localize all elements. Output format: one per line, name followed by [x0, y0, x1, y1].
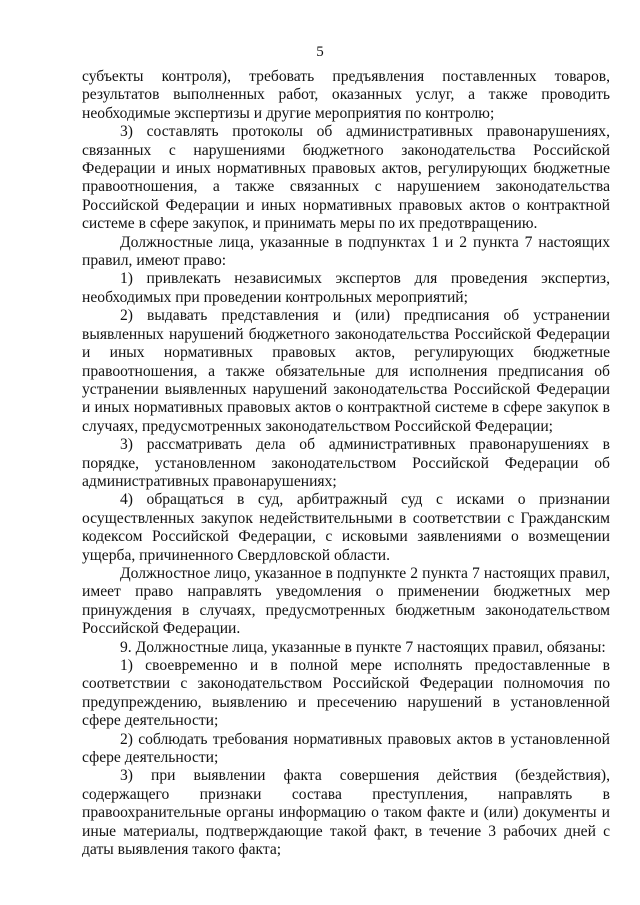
paragraph: Должностное лицо, указанное в подпункте 2 пункта 7 настоящих правил, имеет право направлять уведомления о применении бюджетных мер принуждения в случаях, предусмотренных бюджетным законодательством Российской Федерации.	[82, 564, 610, 638]
paragraph: 2) соблюдать требования нормативных правовых актов в установленной сфере деятельности;	[82, 730, 610, 767]
paragraph: 3) составлять протоколы об административных правонарушениях, связанных с нарушениями бюджетного законодательства Российской Федерации и иных нормативных правовых актов, регулирующих бюджетные правоотношения, а также связанных с нарушением законодательства Российской Федерации и иных нормативных правовых актов о контрактной системе в сфере закупок, и принимать меры по их предотвращению.	[82, 123, 610, 233]
paragraph: 1) привлекать независимых экспертов для проведения экспертиз, необходимых при проведении контрольных мероприятий;	[82, 270, 610, 306]
paragraph: 1) своевременно и в полной мере исполнять предоставленные в соответствии с законодательством Российской Федерации полномочия по предупреждению, выявлению и пресечению нарушений в установленной сфере деятельности;	[82, 657, 610, 730]
document-body	[82, 68, 610, 859]
paragraph: 3) при выявлении факта совершения действия (бездействия), содержащего признаки состава преступления, направлять в правоохранительные органы информацию о таком факте и (или) документы и иные материалы, подтверждающие такой факт, в течение 3 рабочих дней с даты выявления такого факта;	[82, 767, 610, 859]
paragraph: 3) рассматривать дела об административных правонарушениях в порядке, установленном законодательством Российской Федерации об административных правонарушениях;	[82, 436, 610, 490]
paragraph: Должностные лица, указанные в подпунктах 1 и 2 пункта 7 настоящих правил, имеют право:	[82, 233, 610, 270]
paragraph: 9. Должностные лица, указанные в пункте 7 настоящих правил, обязаны:	[120, 638, 606, 656]
paragraph: субъекты контроля), требовать предъявления поставленных товаров, результатов выполненных работ, оказанных услуг, а также проводить необходимые экспертизы и другие мероприятия по контролю;	[82, 68, 610, 122]
paragraph: 4) обращаться в суд, арбитражный суд с исками о признании осуществленных закупок недействительными в соответствии с Гражданским кодексом Российской Федерации, с исковыми заявлениями о возмещении ущерба, причиненного Свердловской области.	[82, 491, 610, 564]
paragraph: 2) выдавать представления и (или) предписания об устранении выявленных нарушений бюджетного законодательства Российской Федерации и иных нормативных правовых актов, регулирующих бюджетные правоотношения, а также обязательные для исполнения предписания об устранении выявленных нарушений законодательства Российской Федерации и иных нормативных правовых актов о контрактной системе в сфере закупок в случаях, предусмотренных законодательством Российской Федерации;	[82, 307, 610, 435]
page-number: 5	[316, 44, 324, 60]
